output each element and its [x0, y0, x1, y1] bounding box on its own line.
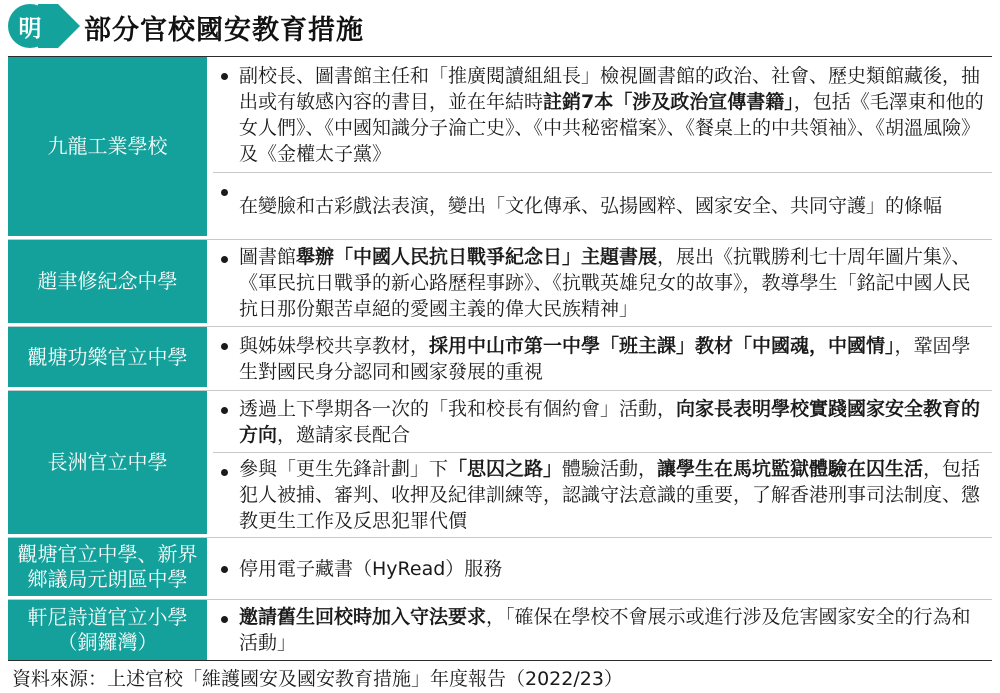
school-name: 趙聿修紀念中學 [8, 240, 207, 326]
page-title: 部分官校國安教育措施 [84, 15, 364, 46]
bold-text: 讓學生在馬坑監獄體驗在囚生活 [657, 458, 924, 481]
measures-list [207, 538, 992, 599]
text-run: 停用電子藏書（HyRead）服務 [239, 557, 503, 580]
bullet-icon [221, 343, 228, 350]
measures-list [207, 57, 992, 239]
table-row [8, 391, 992, 538]
text-run: 圖書館 [239, 246, 297, 269]
bold-text: 註銷7本「涉及政治宣傳書籍」 [543, 90, 794, 113]
measures-list [207, 327, 992, 390]
text-run: 參與「更生先鋒計劃」下 [239, 458, 449, 481]
list-item [213, 600, 992, 660]
list-item [213, 453, 992, 537]
list-item [213, 173, 992, 239]
list-item [213, 240, 992, 326]
school-name: 九龍工業學校 [8, 57, 207, 239]
logo-mark [8, 4, 52, 48]
table-row [8, 538, 992, 600]
bullet-icon [221, 189, 228, 196]
logo-char: 明 [18, 15, 42, 42]
text-run: 副校長、圖書館主任和「推廣閱讀組組長」檢視圖書館的政治、社會、歷史類館藏後，抽出或有敏感內容的書目，並在年結時 [239, 64, 981, 113]
school-name: 軒尼詩道官立小學（銅鑼灣） [8, 600, 207, 660]
measures-table [8, 56, 992, 661]
measure-text [239, 604, 986, 656]
brand-logo [8, 4, 88, 48]
school-name: 觀塘功樂官立中學 [8, 327, 207, 390]
bold-text: 「思囚之路」 [448, 458, 563, 481]
text-run: 透過上下學期各一次的「我和校長有個約會」活動， [239, 397, 677, 420]
measure-text [239, 193, 942, 219]
bold-text: 向家長表明學校實踐國家安全教育的方向 [239, 397, 981, 446]
text-run: ，展出《抗戰勝利七十周年圖片集》、《軍民抗日戰爭的新心路歷程事跡》、《抗戰英雄兒女的故事》，教導學生「銘記中國人民抗日那份艱苦卓絕的愛國主義的偉大民族精神」 [239, 246, 971, 321]
source-note: 資料來源：上述官校「維護國安及國安教育措施」年度報告（2022/23） [12, 668, 623, 690]
bold-text: 邀請舊生回校時加入守法要求 [239, 606, 487, 628]
measures-list [207, 600, 992, 660]
measures-list [207, 391, 992, 537]
school-name: 觀塘官立中學、新界鄉議局元朗區中學 [8, 538, 207, 599]
measure-text [239, 244, 986, 322]
bullet-icon [221, 73, 228, 80]
text-run: 與姊妹學校共享教材， [239, 334, 430, 357]
header [0, 0, 1000, 52]
text-run: 體驗活動， [562, 458, 658, 481]
table-row [8, 600, 992, 660]
list-item [213, 327, 992, 390]
bold-text: 採用中山市第一中學「班主課」教材「中國魂，中國情」 [429, 334, 895, 357]
measure-text [239, 396, 986, 448]
text-run: ，「確保在學校不會展示或進行涉及危害國家安全的行為和活動」 [239, 606, 971, 654]
table-row [8, 327, 992, 391]
table-row [8, 57, 992, 240]
list-item [213, 538, 992, 599]
bullet-icon [221, 256, 228, 263]
measure-text [239, 456, 986, 534]
text-run: ，鞏固學生對國民身分認同和國家發展的重視 [239, 334, 971, 383]
table-row [8, 240, 992, 327]
text-run: ，包括犯人被捕、審判、收押及紀律訓練等，認識守法意識的重要，了解香港刑事司法制度、懲教更生工作及反思犯罪代價 [239, 458, 981, 533]
text-run: 在變臉和古彩戲法表演，變出「文化傳承、弘揚國粹、國家安全、共同守護」的條幅 [239, 195, 943, 217]
list-item [213, 57, 992, 173]
bullet-icon [221, 469, 228, 476]
bold-text: 舉辦「中國人民抗日戰爭紀念日」主題書展 [296, 246, 658, 269]
bullet-icon [221, 566, 228, 573]
school-name: 長洲官立中學 [8, 391, 207, 537]
measure-text [239, 333, 986, 385]
text-run: ，邀請家長配合 [277, 423, 411, 446]
measures-list [207, 240, 992, 326]
bullet-icon [221, 616, 228, 623]
measure-text [239, 63, 986, 167]
text-run: ，包括《毛澤東和他的女人們》、《中國知識分子淪亡史》、《中共秘密檔案》、《餐桌上的中共領袖》、《胡溫風險》及《金權太子黨》 [239, 90, 984, 165]
bullet-icon [221, 407, 228, 414]
list-item [213, 391, 992, 453]
measure-text [239, 556, 502, 582]
